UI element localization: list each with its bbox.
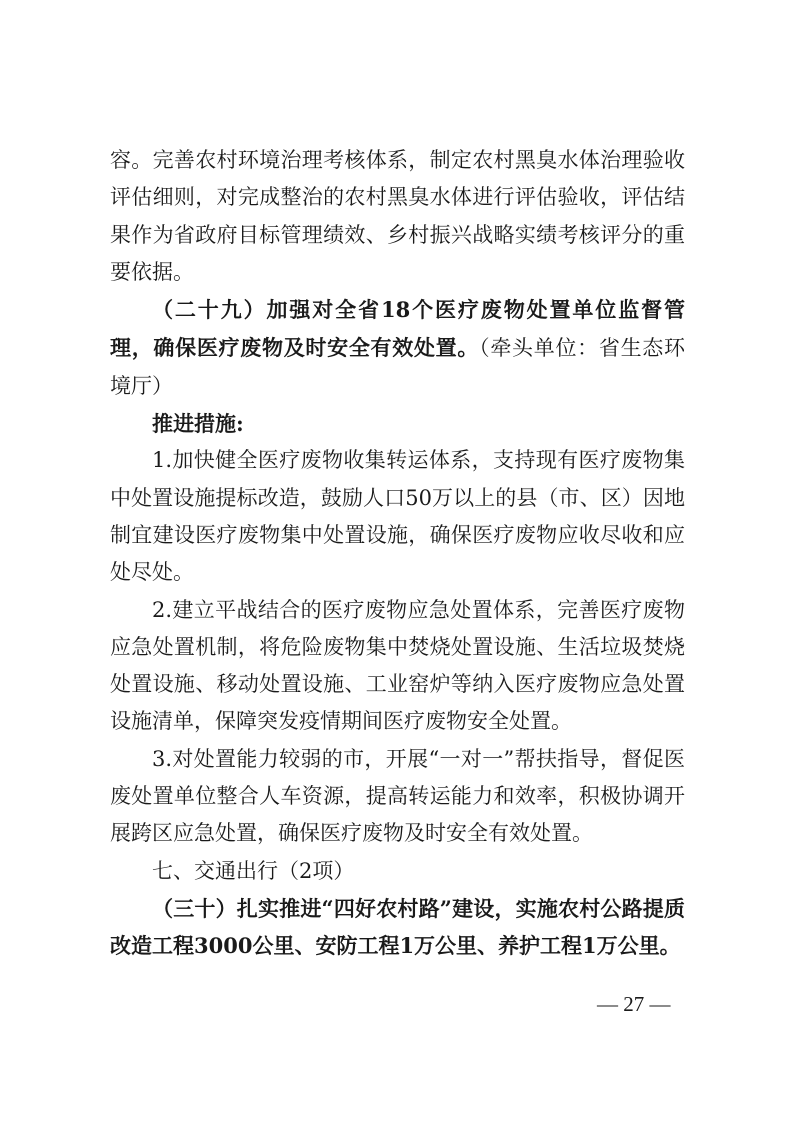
section-29-title: （二十九）加强对全省18个医疗废物处置单位监督管理，确保医疗废物及时安全有效处置。	[110, 297, 685, 361]
measure-3: 3.对处置能力较弱的市，开展“一对一”帮扶指导，督促医废处置单位整合人车资源，提高转运能力和效率，积极协调开展跨区应急处置，确保医疗废物及时安全有效处置。	[110, 746, 685, 846]
document-body	[110, 142, 685, 965]
measure-2: 2.建立平战结合的医疗废物应急处置体系，完善医疗废物应急处置机制，将危险废物集中焚烧处置设施、生活垃圾焚烧处置设施、移动处置设施、工业窑炉等纳入医疗废物应急处置设施清单，保障突发疫情期间医疗废物安全处置。	[110, 597, 685, 734]
section-30-heading: （三十）扎实推进“四好农村路”建设，实施农村公路提质改造工程3000公里、安防工程1万公里、养护工程1万公里。	[110, 895, 685, 959]
chapter-7-heading: 七、交通出行（2项）	[152, 858, 355, 883]
measure-1: 1.加快健全医疗废物收集转运体系，支持现有医疗废物集中处置设施提标改造，鼓励人口50万以上的县（市、区）因地制宜建设医疗废物集中处置设施，确保医疗废物应收尽收和应处尽处。	[110, 448, 685, 585]
paragraph-continuation: 容。完善农村环境治理考核体系，制定农村黑臭水体治理验收评估细则，对完成整治的农村黑臭水体进行评估验收，评估结果作为省政府目标管理绩效、乡村振兴战略实绩考核评分的重要依据。	[110, 148, 685, 284]
lead-unit: （牵头单位：省生态环境厅）	[110, 336, 686, 398]
page-number: — 27 —	[597, 992, 671, 1016]
section-29-heading	[110, 291, 685, 405]
measures-heading: 推进措施:	[152, 411, 244, 437]
